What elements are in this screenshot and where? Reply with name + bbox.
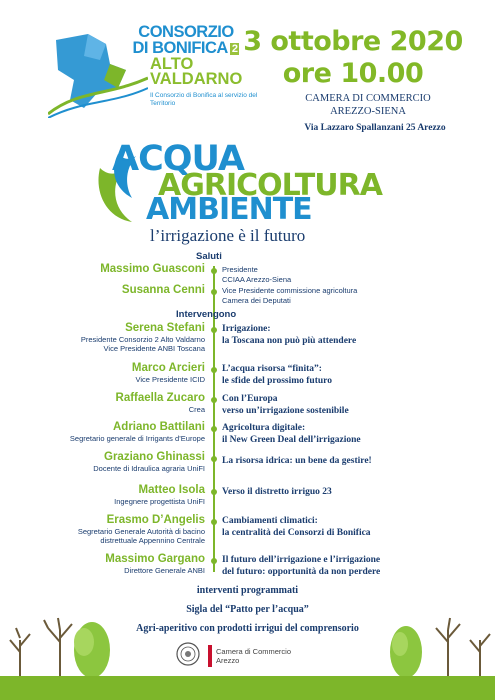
greeting-roles: Presidente CCIAA Arezzo-Siena [222, 265, 292, 284]
event-date: 3 ottobre 2020 [243, 26, 463, 57]
speaker-talk: Irrigazione: la Toscana non può più attendere [222, 324, 357, 346]
speaker-role: Crea [188, 405, 205, 414]
timeline-dot [211, 268, 217, 274]
speaker-role: Segretario Generale Autorità di bacino distrettuale Appennino Centrale [77, 527, 205, 545]
timeline-dot [211, 397, 217, 403]
consortium-line1: CONSORZIO [138, 23, 234, 41]
event-address: Via Lazzaro Spallanzani 25 Arezzo [304, 123, 446, 133]
speaker-name: Serena Stefani [125, 322, 205, 334]
timeline-dot [211, 456, 217, 462]
timeline-dot [211, 327, 217, 333]
speaker-role: Docente di Idraulica agraria UniFI [93, 464, 205, 473]
venue-line2: AREZZO-SIENA [330, 106, 406, 117]
speaker-role: Direttore Generale ANBI [124, 566, 205, 575]
chamber-seal-icon [176, 642, 200, 666]
venue-line1: CAMERA DI COMMERCIO [305, 93, 431, 104]
timeline-dot [211, 489, 217, 495]
speaker-talk: Agricoltura digitale: il New Green Deal dell’irrigazione [222, 423, 361, 445]
ground-strip [0, 676, 495, 700]
theme-word-agricoltura: AGRICOLTURA [158, 168, 382, 203]
theme-subtitle: l’irrigazione è il futuro [150, 226, 306, 245]
event-venue [268, 92, 468, 118]
footer-line3: Agri-aperitivo con prodotti irrigui del comprensorio [136, 623, 359, 634]
consortium-line2: DI BONIFICA [132, 39, 228, 57]
greeting-roles: Vice Presidente commissione agricoltura Camera dei Deputati [222, 286, 358, 305]
speaker-talk: La risorsa idrica: un bene da gestire! [222, 456, 372, 466]
timeline-dot [211, 558, 217, 564]
timeline-dot [211, 289, 217, 295]
greeting-name: Massimo Guasconi [100, 263, 205, 275]
event-time: ore 10.00 [282, 58, 424, 89]
consortium-line3: ALTO [150, 55, 194, 73]
speaker-role: Vice Presidente ICID [135, 375, 205, 384]
theme-word-ambiente: AMBIENTE [146, 192, 312, 227]
chamber-logo-bar [208, 645, 212, 667]
greetings-label: Saluti [196, 251, 222, 262]
speaker-name: Raffaella Zucaro [115, 392, 205, 404]
speaker-role: Presidente Consorzio 2 Alto Valdarno Vice Presidente ANBI Toscana [80, 335, 205, 353]
timeline-dot [211, 519, 217, 525]
footer-line1: interventi programmati [196, 585, 299, 596]
speaker-role: Segretario generale di Irrigants d’Europe [69, 434, 205, 443]
speaker-talk: L’acqua risorsa “finita”: le sfide del prossimo futuro [222, 364, 332, 386]
chamber-name: Camera di Commercio Arezzo [216, 647, 292, 665]
consortium-number-badge: 2 [231, 42, 238, 55]
consortium-name [126, 24, 246, 56]
speaker-name: Massimo Gargano [105, 553, 205, 565]
timeline-dot [211, 426, 217, 432]
speaker-name: Adriano Battilani [112, 421, 205, 433]
greeting-name: Susanna Cenni [121, 284, 205, 296]
speaker-talk: Con l’Europa verso un’irrigazione sostenibile [222, 394, 349, 416]
timeline-dot [211, 367, 217, 373]
speaker-talk: Cambiamenti climatici: la centralità dei Consorzi di Bonifica [222, 516, 371, 538]
consortium-line2-wrap [126, 40, 246, 56]
theme-word-acqua: ACQUA [112, 139, 244, 179]
consortium-tagline: Il Consorzio di Bonifica al servizio del Territorio [150, 92, 258, 107]
footer-line2: Sigla del “Patto per l’acqua” [186, 604, 309, 615]
speaker-name: Graziano Ghinassi [104, 451, 205, 463]
speaker-talk: Il futuro dell’irrigazione e l’irrigazione del futuro: opportunità da non perdere [222, 555, 381, 577]
speaker-name: Marco Arcieri [131, 362, 205, 374]
speaker-talk: Verso il distretto irriguo 23 [222, 487, 332, 497]
consortium-line4: VALDARNO [150, 70, 243, 88]
speaker-name: Erasmo D’Angelis [106, 514, 205, 526]
speaker-name: Matteo Isola [138, 484, 205, 496]
speakers-label: Intervengono [176, 309, 237, 320]
speaker-role: Ingegnere progettista UniFI [114, 497, 205, 506]
